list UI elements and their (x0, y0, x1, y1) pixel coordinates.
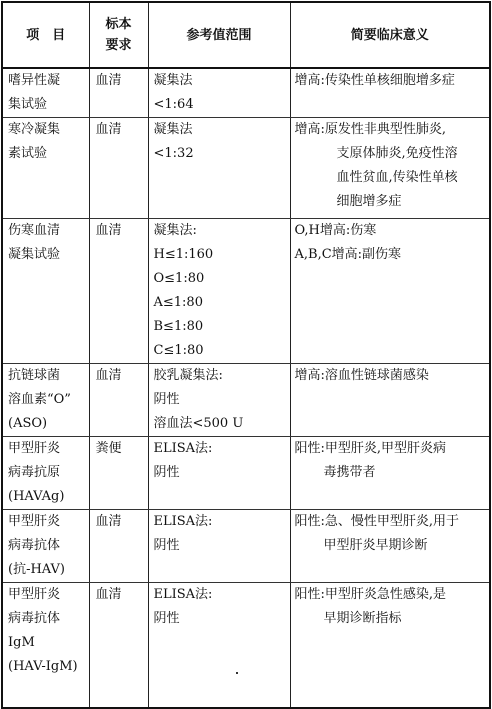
table-row (2, 118, 490, 219)
reference-cell (148, 583, 290, 709)
significance-line: 甲型肝炎早期诊断 (323, 538, 428, 553)
item-cell (2, 364, 89, 437)
specimen-line: 血清 (95, 514, 122, 529)
item-line: (抗-HAV) (8, 562, 66, 577)
reference-cell (148, 68, 290, 118)
reference-line: 胶乳凝集法: (153, 368, 223, 383)
item-line: 嗜异性凝 (8, 73, 61, 88)
table-row (2, 583, 490, 709)
reference-cell (148, 219, 290, 364)
specimen-line: 血清 (95, 122, 122, 137)
reference-line: 阴性 (153, 465, 180, 480)
reference-line: B≤1:80 (153, 319, 204, 334)
reference-line: <1:32 (153, 146, 194, 161)
table-row (2, 68, 490, 118)
item-line: 甲型肝炎 (8, 514, 61, 529)
item-line: (ASO) (8, 416, 48, 431)
reference-cell (148, 510, 290, 583)
reference-line: ELISA法: (153, 441, 213, 456)
specimen-cell (89, 68, 148, 118)
item-cell (2, 510, 89, 583)
reference-line: O≤1:80 (153, 271, 205, 286)
stray-dot (236, 672, 238, 674)
significance-line: 细胞增多症 (336, 194, 402, 209)
significance-cell (290, 583, 490, 709)
specimen-cell (89, 364, 148, 437)
significance-line: A,B,C增高:副伤寒 (294, 247, 402, 262)
reference-line: 溶血法<500 U (153, 416, 244, 431)
specimen-cell (89, 118, 148, 219)
specimen-line: 血清 (95, 223, 122, 238)
reference-line: <1:64 (153, 97, 194, 112)
significance-cell (290, 118, 490, 219)
reference-cell (148, 118, 290, 219)
specimen-line: 血清 (95, 73, 122, 88)
item-line: 抗链球菌 (8, 368, 61, 383)
item-line: 素试验 (8, 146, 48, 161)
specimen-line: 粪便 (95, 441, 122, 456)
item-cell (2, 583, 89, 709)
header-row (2, 2, 490, 68)
reference-cell (148, 437, 290, 510)
significance-line: 早期诊断指标 (323, 611, 402, 626)
reference-line: 阴性 (153, 538, 180, 553)
table-row (2, 364, 490, 437)
item-line: 溶血素“O” (8, 392, 71, 407)
item-cell (2, 437, 89, 510)
table-row (2, 219, 490, 364)
table-row (2, 510, 490, 583)
item-line: 甲型肝炎 (8, 441, 61, 456)
lab-reference-table (1, 1, 491, 709)
significance-line: 毒携带者 (323, 465, 376, 480)
specimen-cell (89, 437, 148, 510)
item-line: 凝集试验 (8, 247, 61, 262)
reference-line: ELISA法: (153, 514, 213, 529)
item-line: IgM (8, 635, 35, 650)
item-line: 病毒抗体 (8, 538, 61, 553)
significance-line: 增高:溶血性链球菌感染 (294, 368, 429, 383)
item-line: (HAVAg) (8, 489, 65, 504)
significance-cell (290, 219, 490, 364)
significance-line: 阳性:甲型肝炎急性感染,是 (294, 587, 447, 602)
significance-cell (290, 437, 490, 510)
specimen-line: 血清 (95, 587, 122, 602)
header-specimen (89, 2, 148, 68)
header-reference: 参考值范围 (148, 2, 290, 68)
significance-line: 增高:传染性单核细胞增多症 (294, 73, 455, 88)
significance-line: 血性贫血,传染性单核 (336, 170, 458, 185)
header-significance: 简要临床意义 (290, 2, 490, 68)
item-line: 病毒抗体 (8, 611, 61, 626)
significance-cell (290, 68, 490, 118)
reference-line: A≤1:80 (153, 295, 203, 310)
specimen-line: 血清 (95, 368, 122, 383)
header-specimen-text: 标本 要求 (105, 17, 132, 53)
item-line: 伤寒血清 (8, 223, 61, 238)
reference-line: 凝集法 (153, 122, 193, 137)
item-cell (2, 118, 89, 219)
significance-cell (290, 364, 490, 437)
specimen-cell (89, 219, 148, 364)
specimen-cell (89, 583, 148, 709)
item-line: 甲型肝炎 (8, 587, 61, 602)
significance-cell (290, 510, 490, 583)
reference-line: 凝集法 (153, 73, 193, 88)
reference-line: ELISA法: (153, 587, 213, 602)
item-line: 集试验 (8, 97, 48, 112)
specimen-cell (89, 510, 148, 583)
significance-line: 增高:原发性非典型性肺炎, (294, 122, 447, 137)
reference-cell (148, 364, 290, 437)
significance-line: 阳性:甲型肝炎,甲型肝炎病 (294, 441, 447, 456)
item-cell (2, 68, 89, 118)
reference-line: 阴性 (153, 392, 180, 407)
table-row (2, 437, 490, 510)
reference-line: 阴性 (153, 611, 180, 626)
item-line: 寒冷凝集 (8, 122, 61, 137)
significance-line: 阳性:急、慢性甲型肝炎,用于 (294, 514, 460, 529)
reference-line: 凝集法: (153, 223, 197, 238)
header-item: 项 目 (2, 2, 89, 68)
item-line: (HAV-IgM) (8, 659, 78, 674)
reference-line: H≤1:160 (153, 247, 214, 262)
significance-line: 支原体肺炎,免疫性溶 (336, 146, 458, 161)
item-cell (2, 219, 89, 364)
item-line: 病毒抗原 (8, 465, 61, 480)
significance-line: O,H增高:伤寒 (294, 223, 377, 238)
reference-line: C≤1:80 (153, 343, 204, 358)
